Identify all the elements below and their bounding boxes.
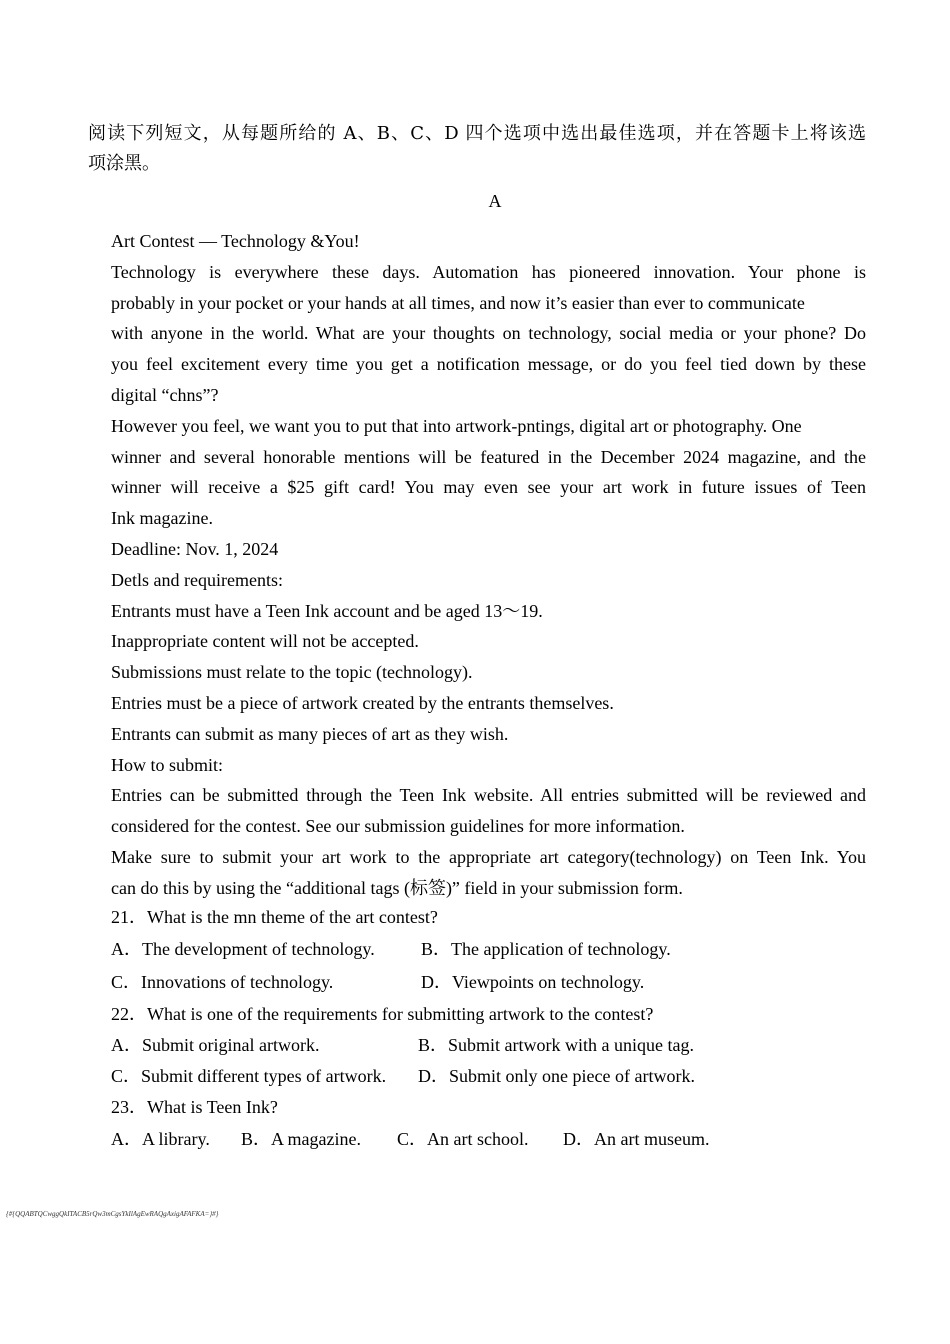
option-c: C．Innovations of technology. — [111, 972, 334, 992]
option-b: B．The application of technology. — [421, 939, 671, 959]
options-row — [111, 1061, 866, 1092]
option-b: B．A magazine. — [241, 1129, 361, 1149]
section-letter: A — [488, 191, 502, 211]
question-stem: 21．What is the mn theme of the art contest? — [111, 907, 438, 927]
option-a: A．Submit original artwork. — [111, 1035, 320, 1055]
instructions — [88, 119, 866, 179]
paragraph-2-line: winner will receive a $25 gift card! You may even see your art work in future issues of Teen — [111, 477, 866, 498]
questions — [111, 902, 866, 1156]
submit-heading: How to submit: — [111, 754, 224, 775]
option-d: D．An art museum. — [563, 1129, 710, 1149]
paragraph-1-line: Technology is everywhere these days. Automation has pioneered innovation. Your phone is — [111, 261, 866, 282]
paragraph-2-line: However you feel, we want you to put that into artwork-pntings, digital art or photography. One — [111, 415, 802, 436]
instructions-line-2: 项涂黑。 — [88, 153, 160, 174]
deadline: Deadline: Nov. 1, 2024 — [111, 538, 279, 559]
passage-title: Art Contest — Technology &You! — [111, 231, 360, 251]
requirement-item: Entrants must have a Teen Ink account and be aged 13～19. — [111, 600, 543, 621]
paragraph-4-line: can do this by using the “additional tags (标签)” field in your submission form. — [111, 877, 683, 898]
options-row — [111, 933, 866, 966]
footer-code: {#{QQABTQCwggQkITACB5rQw3mCgsYkIlAgEwRAQgAxigAFAFKA=}#} — [6, 1210, 219, 1218]
paragraph-1-line: you feel excitement every time you get a notification message, or do you feel tied down by these — [111, 354, 866, 375]
option-b: B．Submit artwork with a unique tag. — [418, 1035, 694, 1055]
question-stem: 23．What is Teen Ink? — [111, 1097, 278, 1117]
options-row — [111, 966, 866, 999]
option-d: D．Viewpoints on technology. — [421, 972, 645, 992]
option-c: C．Submit different types of artwork. — [111, 1066, 387, 1086]
paragraph-1-line: digital “chns”? — [111, 384, 219, 405]
requirement-item: Inappropriate content will not be accepted. — [111, 631, 419, 652]
options-row — [111, 1030, 866, 1061]
options-row — [111, 1123, 866, 1156]
paragraph-2-line: winner and several honorable mentions will be featured in the December 2024 magazine, and the — [111, 446, 866, 467]
question-stem: 22．What is one of the requirements for submitting artwork to the contest? — [111, 1004, 654, 1024]
paragraph-2-line: Ink magazine. — [111, 508, 213, 529]
option-a: A．The development of technology. — [111, 939, 375, 959]
option-c: C．An art school. — [397, 1129, 529, 1149]
requirement-item: Submissions must relate to the topic (technology). — [111, 662, 473, 683]
paragraph-3-line: Entries can be submitted through the Teen Ink website. All entries submitted will be reviewed and — [111, 785, 866, 806]
paragraph-1-line: with anyone in the world. What are your thoughts on technology, social media or your phone? Do — [111, 323, 866, 344]
details-heading: Detls and requirements: — [111, 569, 283, 590]
option-d: D．Submit only one piece of artwork. — [418, 1066, 695, 1086]
requirement-item: Entrants can submit as many pieces of art as they wish. — [111, 723, 509, 744]
paragraph-3-line: considered for the contest. See our submission guidelines for more information. — [111, 816, 685, 837]
requirement-item: Entries must be a piece of artwork created by the entrants themselves. — [111, 692, 614, 713]
instructions-line-1: 阅读下列短文，从每题所给的 A、B、C、D 四个选项中选出最佳选项，并在答题卡上将该选 — [88, 123, 866, 144]
paragraph-1-line: probably in your pocket or your hands at all times, and now it’s easier than ever to communicate — [111, 292, 805, 313]
passage — [111, 226, 866, 904]
option-a: A．A library. — [111, 1129, 210, 1149]
paragraph-4-line: Make sure to submit your art work to the appropriate art category(technology) on Teen Ink. You — [111, 846, 866, 867]
